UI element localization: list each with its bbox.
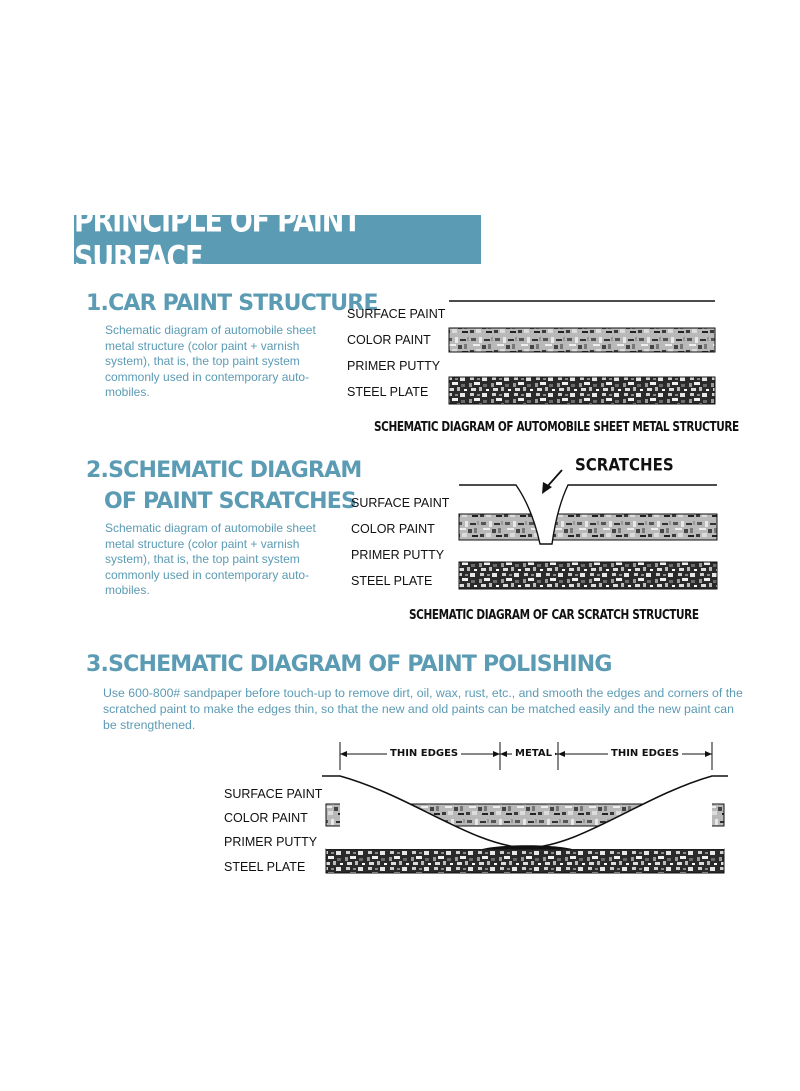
s1-steel-layer bbox=[449, 377, 715, 404]
section2-caption: SCHEMATIC DIAGRAM OF CAR SCRATCH STRUCTURE bbox=[409, 607, 699, 623]
s3-label-surface-paint: SURFACE PAINT bbox=[224, 787, 323, 801]
section1-heading: 1.CAR PAINT STRUCTURE bbox=[86, 291, 378, 316]
s1-color-layer bbox=[449, 328, 715, 352]
page-title: PRINCIPLE OF PAINT SURFACE bbox=[74, 202, 361, 277]
dim-label-thin-edges-right: THIN EDGES bbox=[608, 748, 682, 759]
s3-label-steel-plate: STEEL PLATE bbox=[224, 860, 306, 874]
section2-scratch-diagram bbox=[456, 460, 720, 592]
section2-heading-line1: 2.SCHEMATIC DIAGRAM bbox=[86, 458, 362, 483]
s1-label-color-paint: COLOR PAINT bbox=[347, 333, 431, 347]
dim-arrow-5 bbox=[558, 751, 565, 757]
title-banner bbox=[74, 202, 481, 277]
dim-arrow-1 bbox=[340, 751, 347, 757]
section1-description: Schematic diagram of automobile sheet metal structure (color paint + varnish system), that is, the top paint system commonly used in contemporary auto-mobiles. bbox=[105, 323, 316, 400]
section1-layer-diagram bbox=[446, 296, 718, 408]
s1-label-steel-plate: STEEL PLATE bbox=[347, 385, 429, 399]
s2-label-surface-paint: SURFACE PAINT bbox=[351, 496, 450, 510]
section2-heading-line2: OF PAINT SCRATCHES bbox=[104, 489, 357, 514]
section1-caption: SCHEMATIC DIAGRAM OF AUTOMOBILE SHEET METAL STRUCTURE bbox=[374, 419, 739, 435]
section2-description: Schematic diagram of automobile sheet metal structure (color paint + varnish system), that is, the top paint system commonly used in contemporary auto-mobiles. bbox=[105, 521, 316, 598]
s2-label-primer-putty: PRIMER PUTTY bbox=[351, 548, 445, 562]
dim-label-metal: METAL bbox=[512, 748, 555, 759]
s3-label-color-paint: COLOR PAINT bbox=[224, 811, 308, 825]
section3-heading: 3.SCHEMATIC DIAGRAM OF PAINT POLISHING bbox=[86, 652, 612, 677]
s3-steel-layer bbox=[326, 849, 724, 873]
s2-label-color-paint: COLOR PAINT bbox=[351, 522, 435, 536]
dim-arrow-3 bbox=[500, 751, 507, 757]
section3-description: Use 600-800# sandpaper before touch-up to remove dirt, oil, wax, rust, etc., and smooth the edges and corners of the scratched paint to make the edges thin, so that the new and old paints can be matched easily and the new paint can be strengthened. bbox=[103, 686, 743, 732]
section3-polishing-diagram bbox=[322, 738, 728, 878]
dim-label-thin-edges-left: THIN EDGES bbox=[387, 748, 461, 759]
s1-label-surface-paint: SURFACE PAINT bbox=[347, 307, 446, 321]
dim-arrow-6 bbox=[705, 751, 712, 757]
s3-label-primer-putty: PRIMER PUTTY bbox=[224, 835, 318, 849]
s2-label-steel-plate: STEEL PLATE bbox=[351, 574, 433, 588]
s2-color-layer bbox=[459, 514, 717, 540]
s1-label-primer-putty: PRIMER PUTTY bbox=[347, 359, 441, 373]
scratches-annotation: SCRATCHES bbox=[575, 455, 674, 475]
dim-arrow-2 bbox=[493, 751, 500, 757]
s2-steel-layer bbox=[459, 562, 717, 589]
